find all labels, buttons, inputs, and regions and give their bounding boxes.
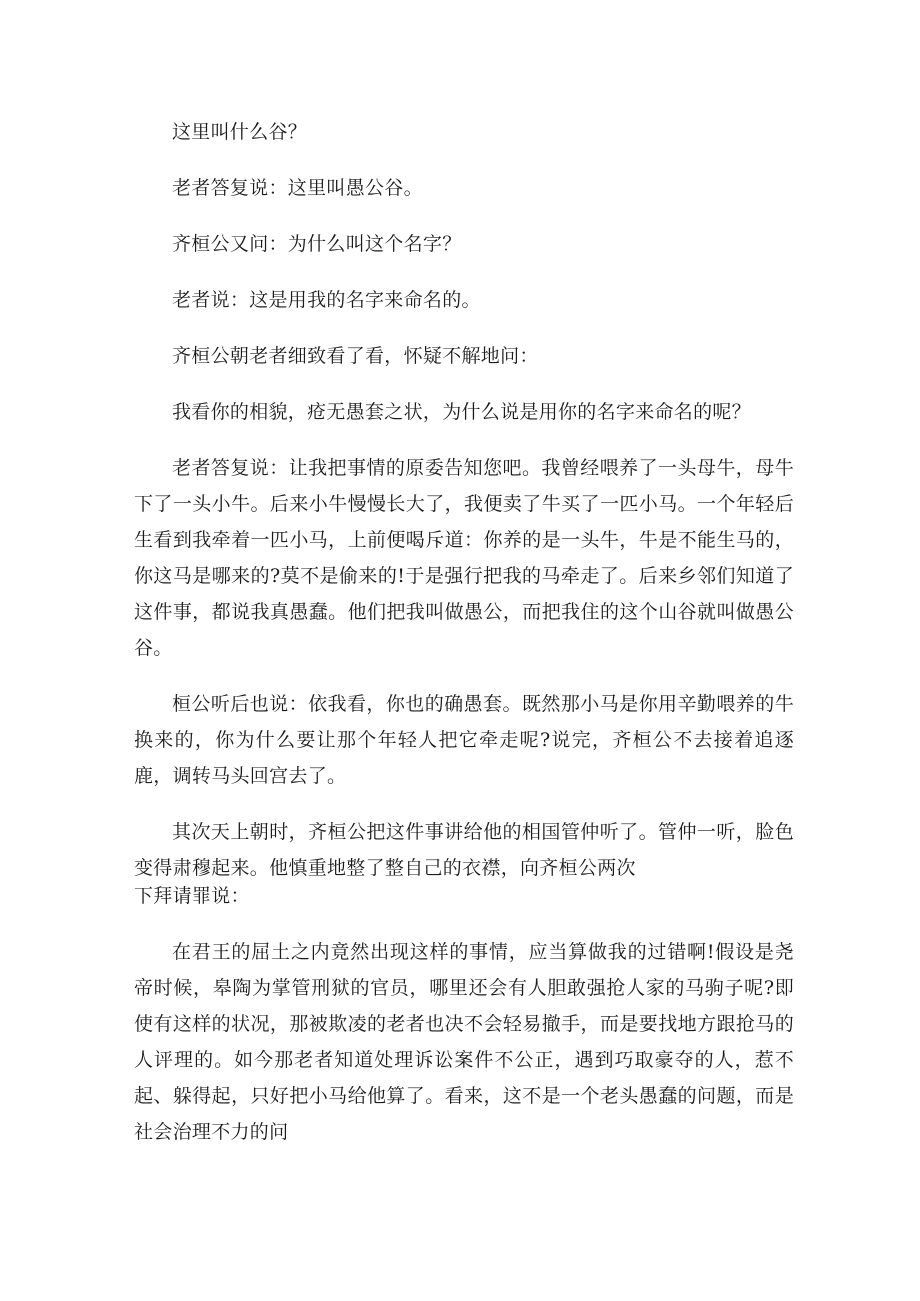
- paragraph-kneel-apology: 下拜请罪说：: [134, 885, 250, 907]
- paragraph-duke-looks-closely: 齐桓公朝老者细致看了看，怀疑不解地问：: [172, 345, 539, 367]
- paragraph-duke-doubt: 我看你的相貌，疮无愚套之状，为什么说是用你的名字来命名的呢？: [172, 401, 752, 423]
- document-body: [134, 114, 794, 1170]
- paragraph-next-day: 其次天上朝时，齐桓公把这件事讲给他的相国管仲听了。管仲一听，脸色变得肃穆起来。他慎重地整了整自己的衣襟，向齐桓公两次: [134, 821, 794, 879]
- paragraph-elder-answer-name: 老者答复说：这里叫愚公谷。: [172, 177, 423, 199]
- paragraph-elder-story: 老者答复说：让我把事情的原委告知您吧。我曾经喂养了一头母牛，母牛下了一头小牛。后来小牛慢慢长大了，我便卖了牛买了一匹小马。一个年轻后生看到我牵着一匹小马，上前便喝斥道：你养的是一头牛，牛是不能生马的，你这马是哪来的?莫不是偷来的!于是强行把我的马牵走了。后来乡邻们知道了这件事，都说我真愚蠢。他们把我叫做愚公，而把我住的这个山谷就叫做愚公谷。: [134, 457, 794, 659]
- paragraph-duke-asks-why: 齐桓公又问：为什么叫这个名字？: [172, 233, 462, 255]
- paragraph-guan-zhong-speech: 在君王的屈土之内竟然出现这样的事情，应当算做我的过错啊!假设是尧帝时候，皋陶为掌管刑狱的官员，哪里还会有人胆敢强抢人家的马驹子呢?即使有这样的状况，那被欺凌的老者也决不会轻易撤手，而是要找地方跟抢马的人评理的。如今那老者知道处理诉讼案件不公正，遇到巧取豪夺的人，惹不起、躲得起，只好把小马给他算了。看来，这不是一个老头愚蠢的问题，而是社会治理不力的问: [134, 941, 794, 1143]
- paragraph-valley-question: 这里叫什么谷？: [172, 121, 308, 143]
- paragraph-duke-response: 桓公听后也说：依我看，你也的确愚套。既然那小马是你用辛勤喂养的牛换来的，你为什么要让那个年轻人把它牵走呢?说完，齐桓公不去接着追逐鹿，调转马头回宫去了。: [134, 693, 794, 787]
- paragraph-elder-named-after-me: 老者说：这是用我的名字来命名的。: [172, 289, 481, 311]
